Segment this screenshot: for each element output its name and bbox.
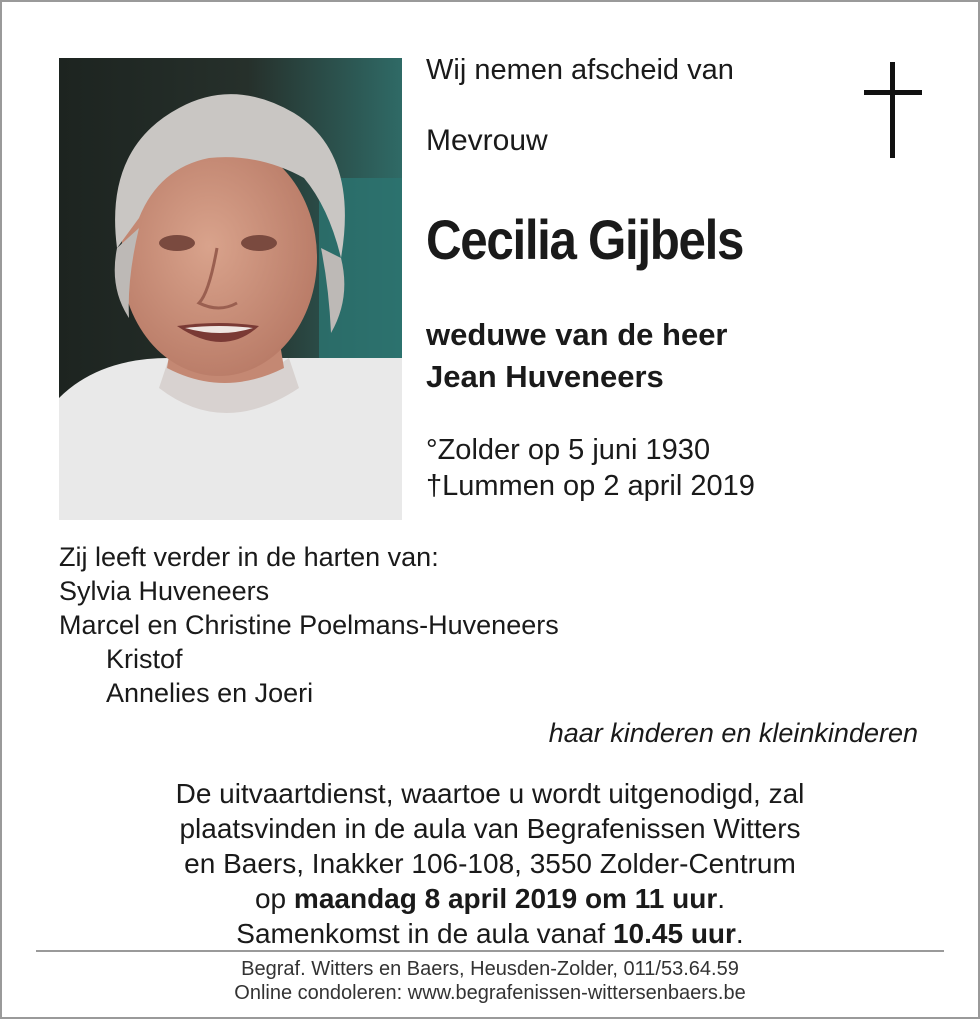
- family-signature: haar kinderen en kleinkinderen: [548, 718, 918, 748]
- footer-divider: [36, 950, 944, 952]
- service-line-5: [0, 916, 980, 951]
- portrait-photo: [59, 58, 402, 520]
- widow-of: [426, 314, 728, 398]
- life-dates: [426, 432, 755, 504]
- service-datetime: maandag 8 april 2019 om 11 uur: [293, 883, 718, 914]
- service-details: [0, 776, 980, 951]
- cross-icon: [864, 62, 922, 158]
- deceased-name: Cecilia Gijbels: [426, 208, 744, 271]
- service-line-2: plaatsvinden in de aula van Begrafenissen Witters: [179, 813, 801, 844]
- family-member: Kristof: [106, 644, 183, 674]
- service-line-4: [0, 881, 980, 916]
- death-date: †Lummen op 2 april 2019: [426, 470, 755, 502]
- service-line-5-prefix: Samenkomst in de aula vanaf: [236, 918, 613, 949]
- birth-date: °Zolder op 5 juni 1930: [426, 434, 711, 466]
- footer: [0, 957, 980, 1005]
- family-member: Annelies en Joeri: [106, 678, 314, 708]
- service-line-5-suffix: .: [735, 918, 744, 949]
- intro-text: Wij nemen afscheid van: [426, 54, 734, 86]
- family-intro: Zij leeft verder in de harten van:: [59, 542, 439, 572]
- service-line-4-suffix: .: [717, 883, 725, 914]
- service-line-1: De uitvaartdienst, waartoe u wordt uitgenodigd, zal: [175, 778, 805, 809]
- family-list: [59, 540, 559, 710]
- family-member: Marcel en Christine Poelmans-Huveneers: [59, 610, 559, 640]
- funeral-home-contact: Begraf. Witters en Baers, Heusden-Zolder, 011/53.64.59: [241, 958, 739, 980]
- title-text: Mevrouw: [426, 124, 548, 157]
- service-line-4-prefix: op: [254, 883, 294, 914]
- family-member: Sylvia Huveneers: [59, 576, 270, 606]
- widow-line-1: weduwe van de heer: [426, 317, 728, 352]
- service-line-3: en Baers, Inakker 106-108, 3550 Zolder-Centrum: [184, 848, 796, 879]
- gathering-time: 10.45 uur: [612, 918, 736, 949]
- online-condolences: Online condoleren: www.begrafenissen-wittersenbaers.be: [234, 982, 746, 1004]
- widow-line-2: Jean Huveneers: [426, 359, 664, 394]
